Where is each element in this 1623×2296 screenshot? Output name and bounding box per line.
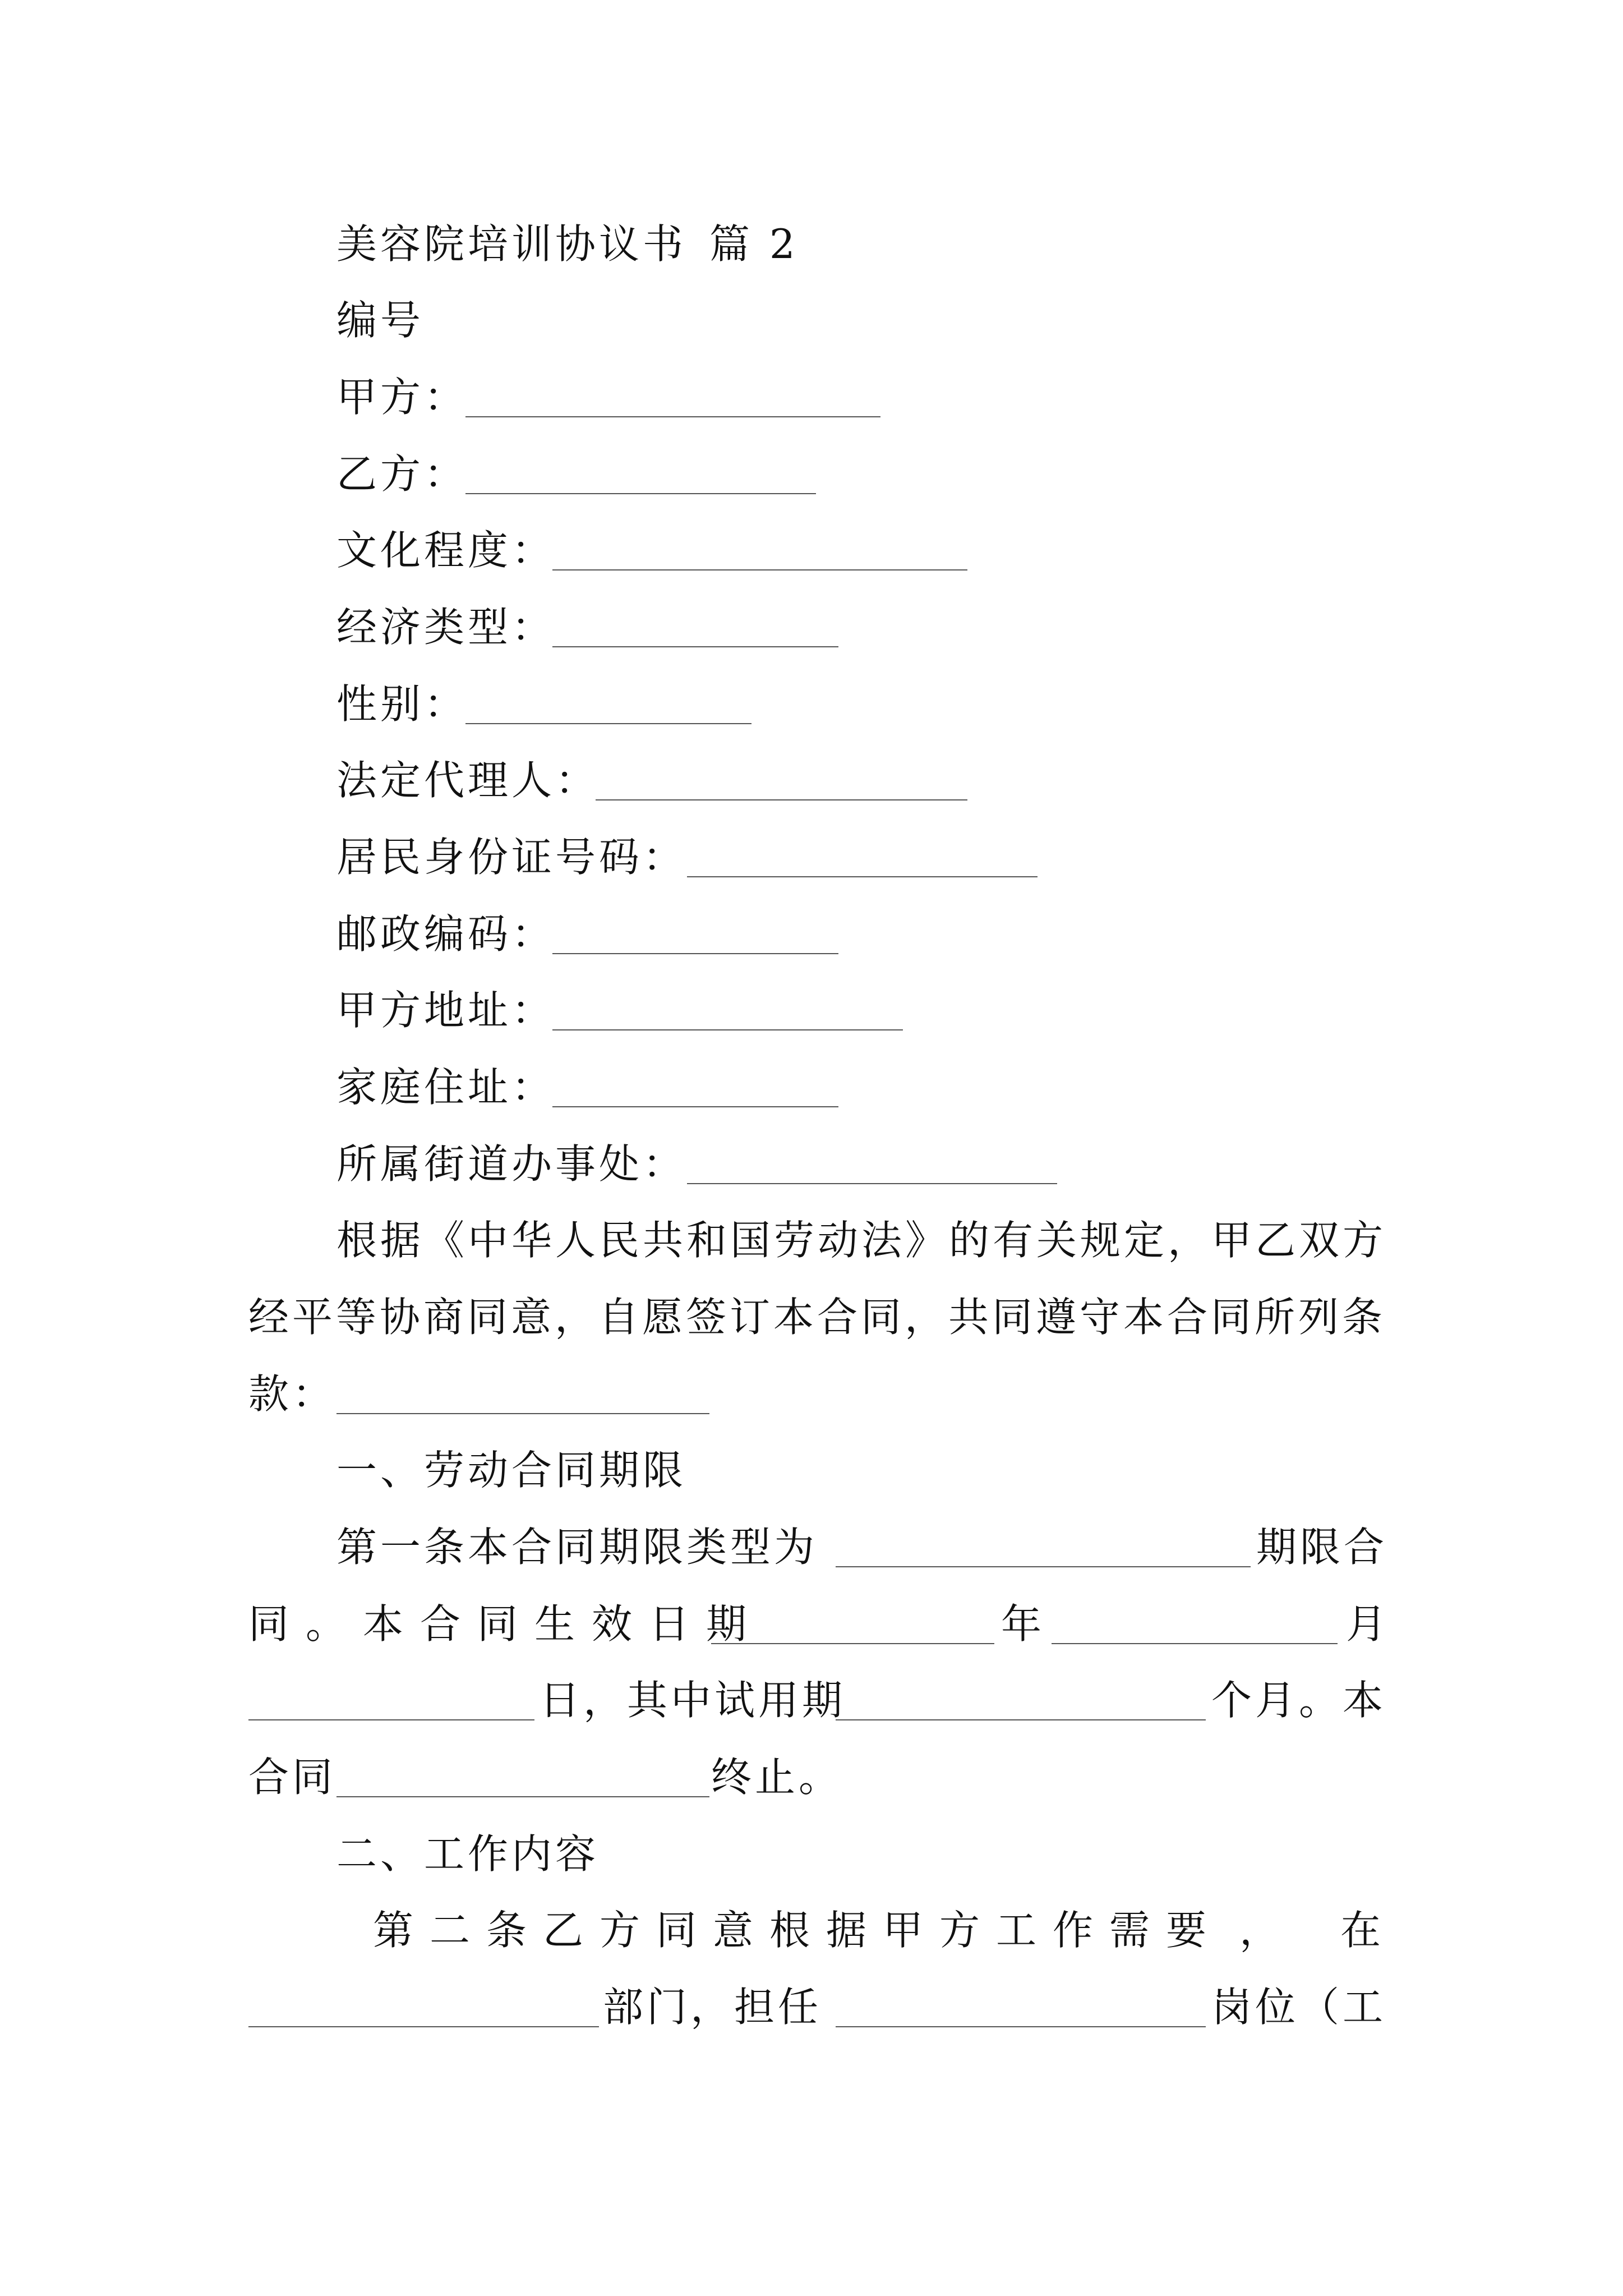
- month-label: 月: [1346, 1600, 1390, 1648]
- economy-type-label: 经济类型：: [336, 604, 556, 651]
- id-number-line: [0, 829, 1623, 885]
- section2-char: 要: [1166, 1907, 1207, 1954]
- legal-rep-line: [0, 752, 1623, 808]
- section2-line-2: [0, 1979, 1623, 2035]
- terms-blank: [336, 1413, 709, 1414]
- effective-day-blank: [248, 1719, 534, 1720]
- preamble-line-1: [0, 1212, 1623, 1268]
- party-a-address-blank: [552, 1029, 903, 1030]
- section2-char: 工: [996, 1907, 1037, 1954]
- street-office-label: 所属街道办事处：: [336, 1140, 687, 1188]
- postal-code-line: [0, 906, 1623, 962]
- party-a-line: [0, 369, 1623, 425]
- section2-char: 意: [713, 1907, 754, 1954]
- position-blank: [836, 2026, 1206, 2027]
- effective-date-text: 同。本合同生效日期: [248, 1600, 764, 1648]
- home-address-line: [0, 1059, 1623, 1115]
- id-number-blank: [687, 876, 1038, 877]
- section2-line-1: [0, 1902, 1623, 1958]
- gender-label: 性别：: [336, 680, 468, 728]
- contract-term-type-blank: [836, 1566, 1251, 1567]
- section2-char: 条: [486, 1907, 527, 1954]
- party-b-line: [0, 446, 1623, 502]
- party-a-blank: [465, 416, 880, 417]
- preamble-text-2: 经平等协商同意，自愿签订本合同，共同遵守本合同所列条: [248, 1294, 1386, 1341]
- preamble-line-3: [0, 1366, 1623, 1422]
- section2-char: 甲: [883, 1907, 924, 1954]
- section2-char: 需: [1109, 1907, 1150, 1954]
- section2-char: 作: [1053, 1907, 1094, 1954]
- effective-month-blank: [1052, 1643, 1338, 1644]
- position-text: 岗位（工: [1211, 1984, 1387, 2031]
- section1-line-1: [0, 1519, 1623, 1575]
- section2-heading-line: [0, 1826, 1623, 1882]
- contract-term-type-text: 第一条本合同期限类型为: [336, 1524, 818, 1571]
- section2-char: ，: [1239, 1907, 1280, 1954]
- economy-type-line: [0, 599, 1623, 655]
- section1-line-4: [0, 1749, 1623, 1805]
- section2-char: 方: [939, 1907, 980, 1954]
- effective-year-blank: [711, 1643, 994, 1644]
- education-blank: [552, 569, 967, 570]
- section2-char: 据: [826, 1907, 867, 1954]
- economy-type-blank: [552, 646, 838, 647]
- gender-line: [0, 676, 1623, 732]
- party-b-blank: [465, 493, 816, 494]
- section2-char: 方: [600, 1907, 640, 1954]
- probation-suffix: 个月。本: [1211, 1677, 1387, 1724]
- gender-blank: [465, 723, 751, 724]
- party-a-address-line: [0, 982, 1623, 1038]
- education-line: [0, 522, 1623, 578]
- contract-end-text: 合同: [248, 1754, 336, 1801]
- contract-end-suffix: 终止。: [711, 1754, 843, 1801]
- number-line: [0, 292, 1623, 348]
- section2-char: 第: [373, 1907, 414, 1954]
- number-label: 编号: [336, 297, 425, 344]
- section1-line-2: [0, 1596, 1623, 1652]
- home-address-label: 家庭住址：: [336, 1064, 556, 1111]
- department-text: 部门，担任: [603, 1984, 822, 2031]
- section1-line-3: [0, 1672, 1623, 1728]
- street-office-line: [0, 1136, 1623, 1192]
- document-title-suffix: 篇 2: [709, 220, 799, 268]
- section2-heading: 二、工作内容: [336, 1830, 600, 1878]
- document-title: 美容院培训协议书: [336, 220, 687, 268]
- postal-code-blank: [552, 953, 838, 954]
- party-a-address-label: 甲方地址：: [336, 987, 556, 1034]
- section2-char: 同: [656, 1907, 697, 1954]
- contract-end-blank: [336, 1796, 709, 1797]
- section1-heading: 一、劳动合同期限: [336, 1447, 687, 1494]
- home-address-blank: [552, 1106, 838, 1107]
- section2-char: 二: [430, 1907, 471, 1954]
- title-line: [0, 216, 1623, 272]
- section1-heading-line: [0, 1442, 1623, 1498]
- section2-char: 根: [769, 1907, 810, 1954]
- section2-char: 在: [1340, 1907, 1381, 1954]
- preamble-text-3: 款：: [248, 1370, 336, 1418]
- probation-text: 日，其中试用期: [540, 1677, 846, 1724]
- preamble-line-2: [0, 1289, 1623, 1345]
- legal-rep-label: 法定代理人：: [336, 757, 600, 804]
- year-label: 年: [1001, 1600, 1045, 1648]
- street-office-blank: [687, 1183, 1057, 1184]
- preamble-text-1: 根据《中华人民共和国劳动法》的有关规定，甲乙双方: [336, 1217, 1387, 1264]
- contract-term-suffix: 期限合: [1256, 1524, 1388, 1571]
- legal-rep-blank: [596, 799, 967, 800]
- party-a-label: 甲方：: [336, 374, 468, 421]
- section2-char: 乙: [543, 1907, 584, 1954]
- department-blank: [248, 2026, 599, 2027]
- id-number-label: 居民身份证号码：: [336, 834, 687, 881]
- education-label: 文化程度：: [336, 527, 556, 574]
- probation-blank: [836, 1719, 1206, 1720]
- party-b-label: 乙方：: [336, 450, 468, 498]
- postal-code-label: 邮政编码：: [336, 910, 556, 958]
